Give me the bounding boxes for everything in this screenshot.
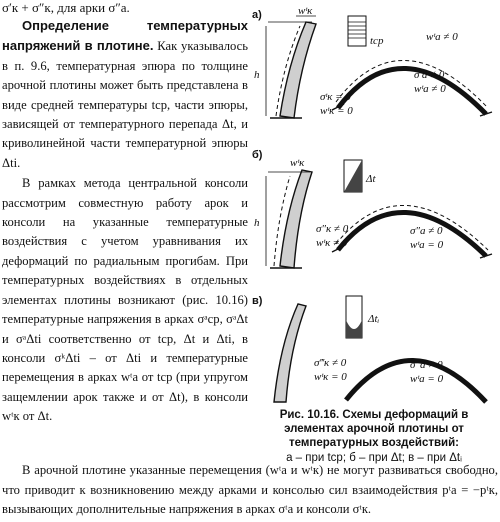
panel-label-b: б) bbox=[252, 149, 263, 161]
label-a-sigma-k: σᵗк = 0 bbox=[320, 91, 351, 103]
section-heading: Определение температурных напряжений в плотине. bbox=[2, 18, 248, 54]
paragraph-1-text: Как указывалось в п. 9.6, температурная эпюра по толщине арочной плотины может быть представлена в виде средней температуры tср, части эпюры, зависящей от температурного перепада Δt, и криволинейной части температурной эпюры Δti. bbox=[2, 39, 248, 170]
label-b-wk: wᵗк bbox=[290, 157, 305, 169]
panel-label-a: а) bbox=[252, 9, 262, 21]
label-c-wa: wᵗа = 0 bbox=[410, 373, 444, 385]
paragraph-2: В рамках метода центральной консоли рассмотрим совместную работу арок и консоли на указанные температурные воздействия с учетом уравнивания их деформаций по радиальным прогибам. При температурных воздействиях в отдельных элементах плотины возникают (рис. 10.16) температурные напряжения в арках σᵃср, σᵃΔt и σᵃΔti соответственно от tср, Δt и Δti, в консоли σᵏΔti – от Δti и температурные перемещения в арках wᵗа от tср (при упругом защемлении арок также и от Δt), в консоли wᵗк от Δt. bbox=[2, 176, 248, 424]
bottom-text bbox=[2, 461, 498, 520]
label-b-sigma-k: σ″к ≠ 0 bbox=[316, 223, 349, 235]
temp-diagram-c bbox=[346, 296, 362, 338]
text-column bbox=[2, 16, 248, 427]
paragraph-1 bbox=[2, 16, 248, 173]
label-a-wa-top: wᵗа ≠ 0 bbox=[426, 31, 458, 43]
label-c-sigma-k: σ‴к ≠ 0 bbox=[314, 357, 347, 369]
temp-diagram-b bbox=[344, 160, 362, 192]
figure-caption bbox=[250, 408, 498, 465]
caption-subtitle: а – при tср; б – при Δt; в – при Δtᵢ bbox=[286, 452, 462, 464]
label-b-sigma-a: σ″а ≠ 0 bbox=[410, 225, 443, 237]
temp-diagram-a bbox=[348, 16, 366, 46]
panel-label-c: в) bbox=[252, 295, 263, 307]
label-a-h: h bbox=[254, 69, 260, 81]
top-line: σ′к + σ″к, для арки σ″а. bbox=[2, 0, 130, 15]
label-a-tcp: tср bbox=[370, 35, 384, 47]
label-a-sigma-a: σ′а ≠ 0 bbox=[414, 69, 445, 81]
label-a-wa: wᵗа ≠ 0 bbox=[414, 83, 446, 95]
figure-svg bbox=[250, 4, 498, 404]
label-c-sigma-a: σ‴а ≠ 0 bbox=[410, 359, 443, 371]
label-b-h: h bbox=[254, 217, 260, 229]
figure-10-16 bbox=[250, 4, 498, 404]
cantilever-a bbox=[266, 16, 316, 118]
label-b-dt: Δt bbox=[366, 173, 376, 185]
arch-a bbox=[332, 60, 492, 116]
label-a-wk-zero: wᵗк = 0 bbox=[320, 105, 353, 117]
cantilever-c bbox=[274, 304, 306, 402]
label-a-wk: wᵗк bbox=[298, 5, 313, 17]
cantilever-b bbox=[266, 170, 312, 268]
caption-title: Рис. 10.16. Схемы деформаций в элементах арочной плотины от температурных воздействий: bbox=[279, 409, 469, 449]
label-b-wk-nonzero: wᵗк ≠ 0 bbox=[316, 237, 348, 249]
label-c-wk: wᵗк = 0 bbox=[314, 371, 347, 383]
label-c-dti: Δtᵢ bbox=[368, 313, 380, 325]
label-b-wa: wᵗа = 0 bbox=[410, 239, 444, 251]
paragraph-3: В арочной плотине указанные перемещения (wᵗа и wᵗк) не могут развиваться свободно, что приводит к возникновению между арками и консолью сил взаимодействия pᵗа = −pᵗк, вызывающих дополнительные напряжения в арках σᵗа и консоли σᵗк. bbox=[2, 463, 498, 517]
